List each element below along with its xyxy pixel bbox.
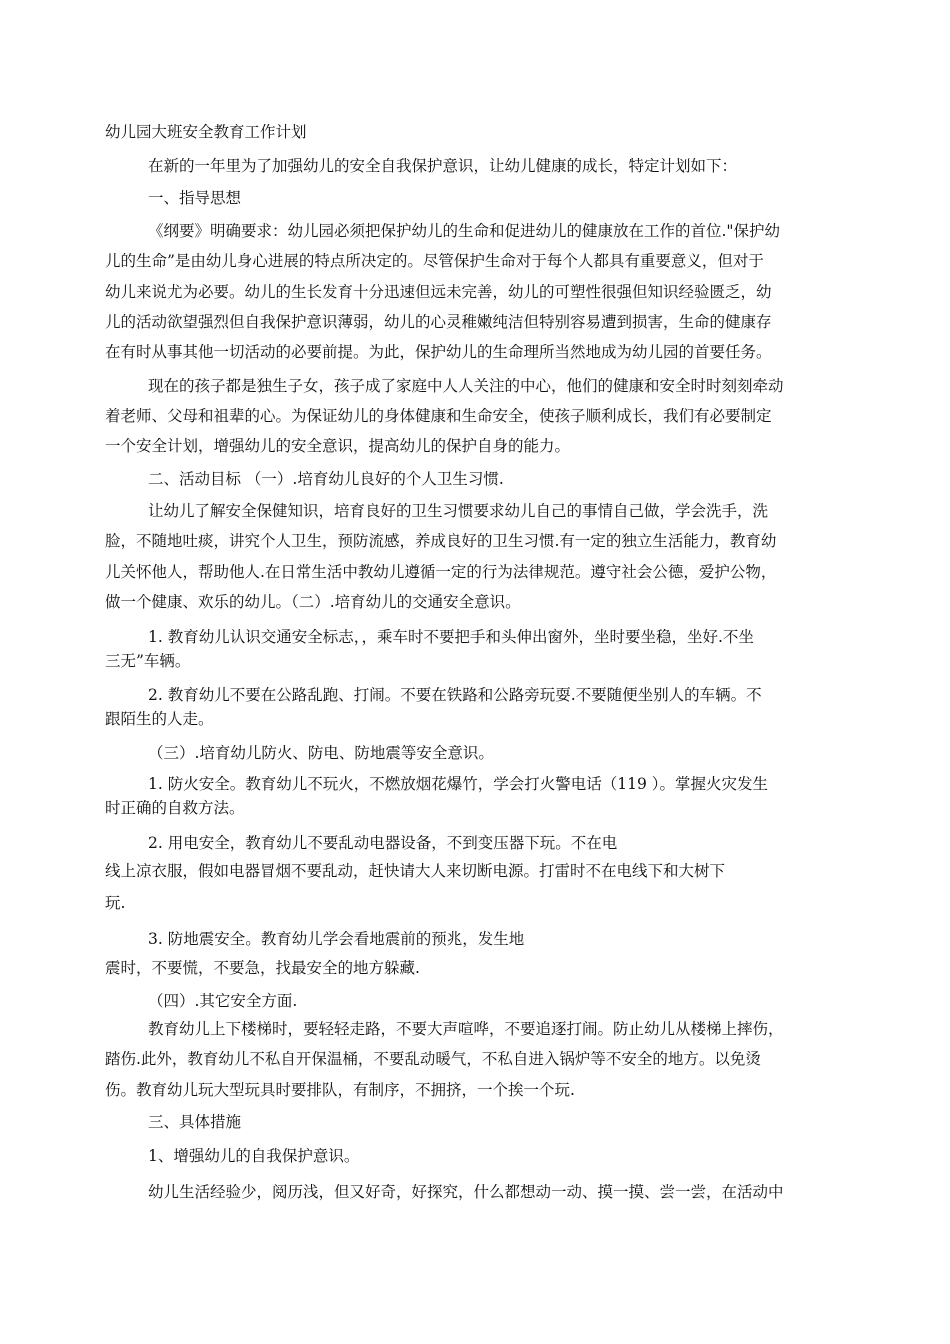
list-item-line: 1. 教育幼儿认识交通安全标志，，乘车时不要把手和头伸出窗外，坐时要坐稳，坐好.不坐 bbox=[148, 628, 754, 646]
list-item-line: 震时，不要慌，不要急，找最安全的地方躲藏. bbox=[105, 959, 420, 977]
section-heading: 二、活动目标 （一）.培育幼儿良好的个人卫生习惯. bbox=[148, 470, 504, 488]
paragraph-line: 《纲要》明确要求：幼儿园必须把保护幼儿的生命和促进幼儿的健康放在工作的首位."保护幼 bbox=[148, 222, 781, 240]
section-heading: （四）.其它安全方面. bbox=[148, 992, 298, 1010]
list-item-line: 线上凉衣服，假如电器冒烟不要乱动，赶快请大人来切断电源。打雷时不在电线下和大树下 bbox=[105, 862, 726, 880]
paragraph-line: 伤。教育幼儿玩大型玩具时要排队，有制序，不拥挤，一个挨一个玩. bbox=[105, 1081, 575, 1099]
paragraph-line: 儿关怀他人，帮助他人.在日常生活中教幼儿遵循一定的行为法律规范。遵守社会公德，爱护公物， bbox=[105, 563, 777, 581]
list-item-line: 玩. bbox=[105, 894, 126, 912]
paragraph-line: 幼儿来说尤为必要。幼儿的生长发育十分迅速但远未完善，幼儿的可塑性很强但知识经验匮乏，幼 bbox=[105, 283, 772, 301]
paragraph-line: 儿的活动欲望强烈但自我保护意识薄弱，幼儿的心灵稚嫩纯洁但特别容易遭到损害，生命的健康存 bbox=[105, 313, 772, 331]
document-title: 幼儿园大班安全教育工作计划 bbox=[105, 123, 307, 141]
paragraph-line: 在有时从事其他一切活动的必要前提。为此，保护幼儿的生命理所当然地成为幼儿园的首要任务。 bbox=[105, 343, 772, 361]
list-item-line: 时正确的自救方法。 bbox=[105, 799, 245, 817]
subsection-heading: 1、增强幼儿的自我保护意识。 bbox=[148, 1147, 360, 1165]
paragraph-line: 教育幼儿上下楼梯时，要轻轻走路，不要大声喧哗，不要追逐打闹。防止幼儿从楼梯上摔伤， bbox=[148, 1020, 784, 1038]
section-heading: 三、具体措施 bbox=[148, 1113, 242, 1131]
paragraph-line: 踏伤.此外，教育幼儿不私自开保温桶，不要乱动暖气，不私自进入锅炉等不安全的地方。以免烫 bbox=[105, 1050, 761, 1068]
paragraph-line: 在新的一年里为了加强幼儿的安全自我保护意识，让幼儿健康的成长，特定计划如下： bbox=[148, 157, 738, 175]
paragraph-line: 脸，不随地吐痰，讲究个人卫生，预防流感，养成良好的卫生习惯.有一定的独立生活能力，教育幼 bbox=[105, 532, 777, 550]
paragraph-line: 幼儿生活经验少，阅历浅，但又好奇，好探究，什么都想动一动、摸一摸、尝一尝，在活动中 bbox=[148, 1183, 784, 1201]
list-item-line: 三无”车辆。 bbox=[105, 652, 191, 670]
list-item-line: 2. 教育幼儿不要在公路乱跑、打闹。不要在铁路和公路旁玩耍.不要随便坐别人的车辆。不 bbox=[148, 686, 762, 704]
paragraph-line: 一个安全计划，增强幼儿的安全意识，提高幼儿的保护自身的能力。 bbox=[105, 437, 571, 455]
section-heading: 一、指导思想 bbox=[148, 189, 242, 207]
section-heading: （三）.培育幼儿防火、防电、防地震等安全意识。 bbox=[148, 744, 494, 762]
paragraph-line: 让幼儿了解安全保健知识，培育良好的卫生习惯要求幼儿自己的事情自己做，学会洗手，洗 bbox=[148, 502, 769, 520]
paragraph-line: 做一个健康、欢乐的幼儿。（二）.培育幼儿的交通安全意识。 bbox=[105, 593, 521, 611]
list-item-line: 2. 用电安全，教育幼儿不要乱动电器设备，不到变压器下玩。不在电 bbox=[148, 834, 618, 852]
paragraph-line: 儿的生命”是由幼儿身心进展的特点所决定的。尽管保护生命对于每个人都具有重要意义，但对于 bbox=[105, 252, 764, 270]
paragraph-line: 着老师、父母和祖辈的心。为保证幼儿的身体健康和生命安全，使孩子顺利成长，我们有必要制定 bbox=[105, 407, 772, 425]
list-item-line: 1. 防火安全。教育幼儿不玩火，不燃放烟花爆竹，学会打火警电话（119 ）。掌握火灾发生 bbox=[148, 775, 768, 793]
list-item-line: 3. 防地震安全。教育幼儿学会看地震前的预兆，发生地 bbox=[148, 930, 525, 948]
list-item-line: 跟陌生的人走。 bbox=[105, 710, 214, 728]
paragraph-line: 现在的孩子都是独生子女，孩子成了家庭中人人关注的中心，他们的健康和安全时时刻刻牵动 bbox=[148, 377, 784, 395]
